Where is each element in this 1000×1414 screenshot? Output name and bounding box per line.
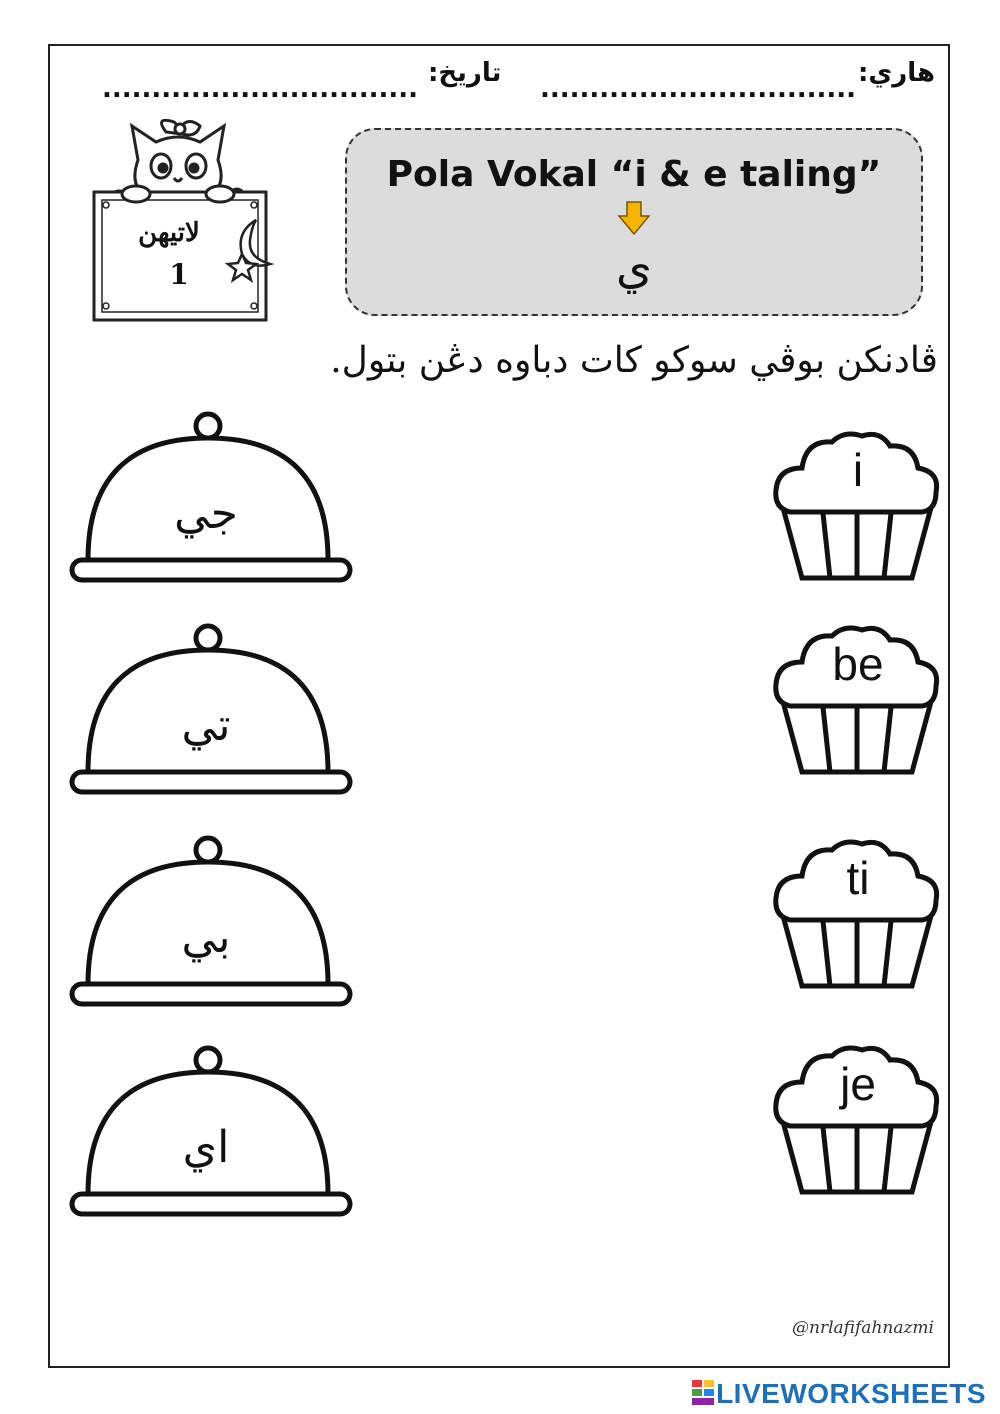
dome-item[interactable] bbox=[66, 834, 356, 1014]
cupcake-item[interactable] bbox=[772, 622, 942, 786]
dome-item[interactable] bbox=[66, 622, 356, 802]
cupcake-label: i bbox=[852, 444, 864, 496]
dome-plate-icon bbox=[72, 984, 350, 1004]
dome-handle-icon bbox=[196, 838, 220, 862]
dome-handle-icon bbox=[196, 414, 220, 438]
cupcake-label: je bbox=[840, 1058, 876, 1110]
page-title: Pola Vokal “i & e taling” bbox=[386, 154, 882, 195]
dome-label: تي bbox=[181, 700, 231, 751]
badge-number: 1 bbox=[169, 258, 189, 291]
cupcake-item[interactable] bbox=[772, 836, 942, 1000]
day-field[interactable]: ................................ bbox=[540, 74, 857, 104]
dome-label: اي bbox=[182, 1122, 230, 1173]
dome-item[interactable] bbox=[66, 1044, 356, 1224]
title-box bbox=[345, 128, 923, 316]
cupcake-label: be bbox=[832, 638, 884, 690]
cupcake-label: ti bbox=[846, 852, 870, 904]
dome-handle-icon bbox=[196, 1048, 220, 1072]
dome-item[interactable] bbox=[66, 410, 356, 590]
dome-label: بي bbox=[181, 912, 231, 963]
focus-letter: ي bbox=[615, 240, 652, 294]
badge-label: لاتيهن bbox=[138, 218, 200, 248]
brand-watermark: LIVEWORKSHEETS bbox=[716, 1378, 986, 1409]
dome-plate-icon bbox=[72, 1194, 350, 1214]
dome-handle-icon bbox=[196, 626, 220, 650]
instruction-text: ڤادنكن بوڤي سوكو كات دباوه دڠن بتول. bbox=[330, 340, 938, 381]
dome-plate-icon bbox=[72, 772, 350, 792]
date-field[interactable]: ................................ bbox=[102, 74, 419, 104]
author-signature: @nrlafifahnazmi bbox=[792, 1318, 934, 1338]
liveworksheets-logo-icon bbox=[692, 1380, 716, 1406]
cupcake-item[interactable] bbox=[772, 1042, 942, 1206]
cupcake-item[interactable] bbox=[772, 428, 942, 592]
dome-plate-icon bbox=[72, 560, 350, 580]
day-label: هاري: bbox=[858, 58, 935, 88]
arrow-down-icon bbox=[617, 200, 651, 236]
date-label: تاريخ: bbox=[428, 58, 502, 88]
cat-badge bbox=[88, 108, 288, 324]
dome-label: جي bbox=[174, 488, 238, 539]
